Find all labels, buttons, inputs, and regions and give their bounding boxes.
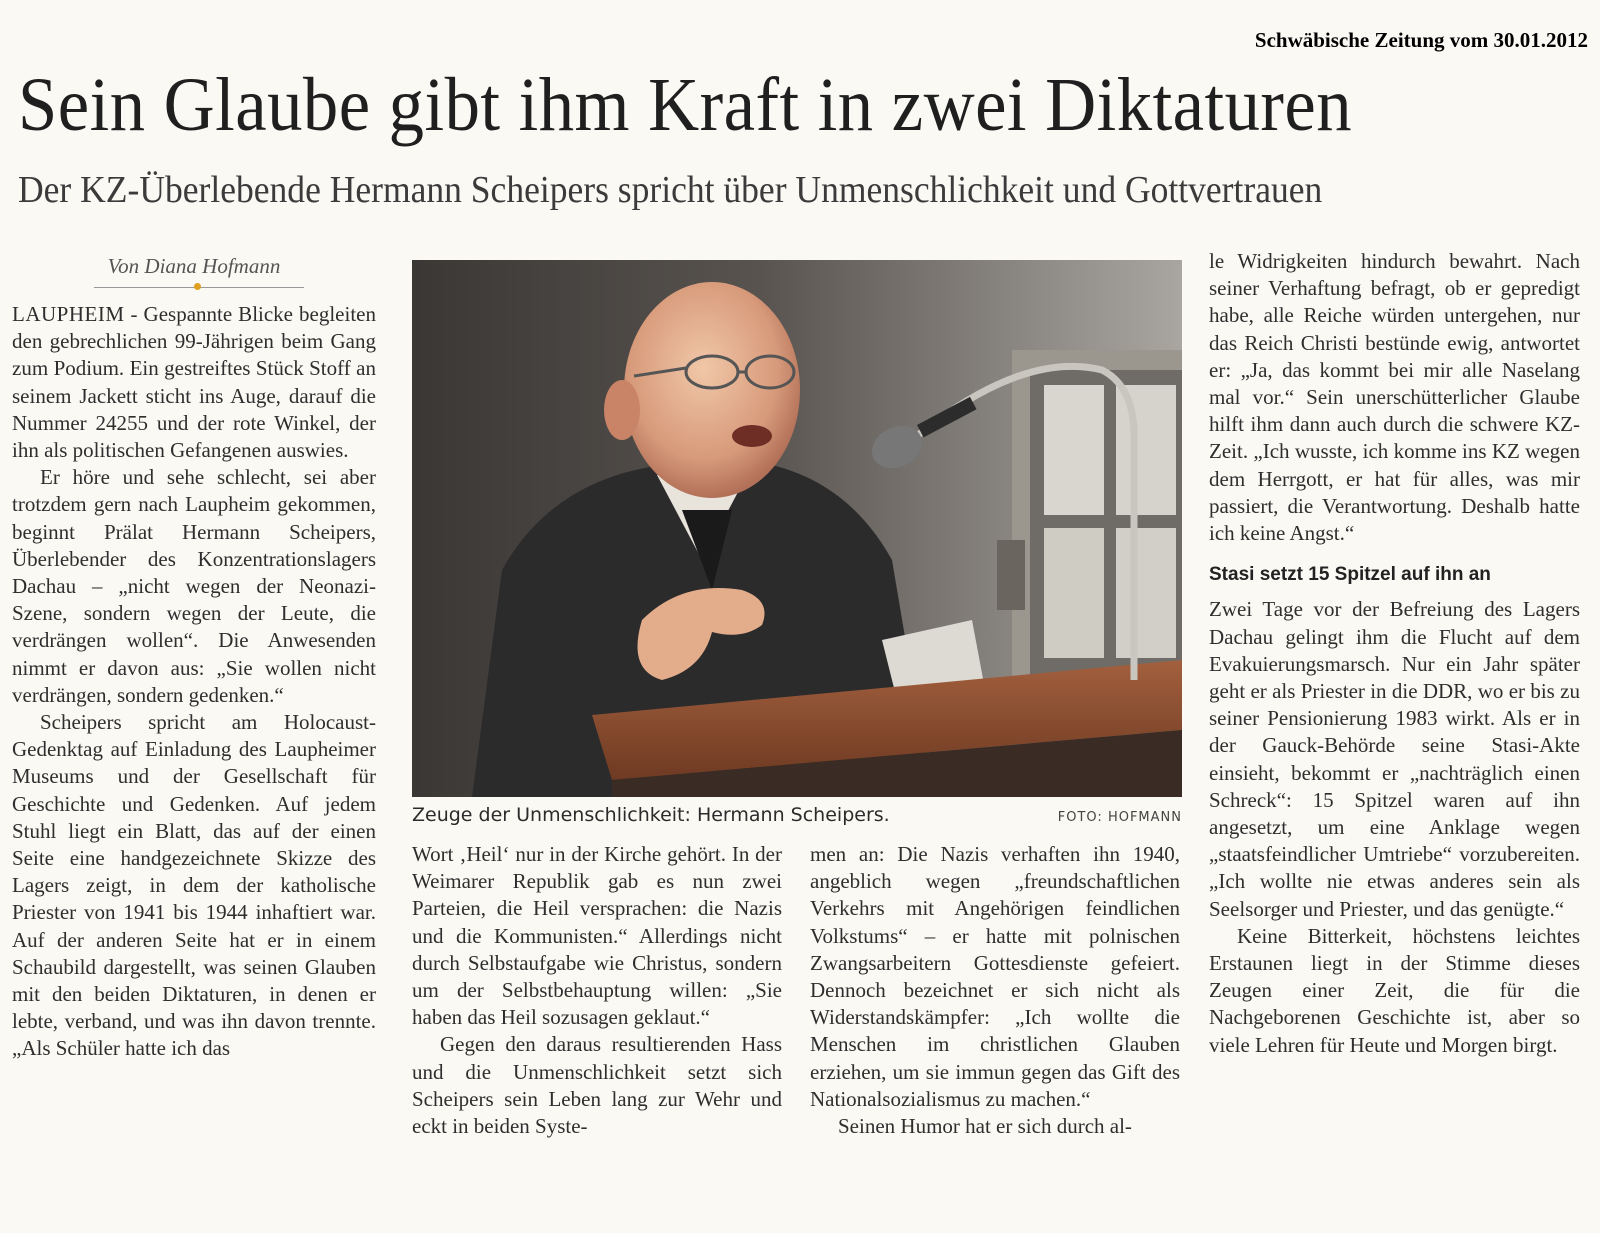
article-column-4 [1209, 248, 1580, 1059]
paragraph-6: men an: Die Nazis verhaften ihn 1940, angeblich wegen „freundschaftlichen Verkehrs mit Angehörigen feindlichen Volkstums“ – er hatte mit polnischen Zwangsarbeitern Gottesdienste gefeiert. Dennoch bezeichnet er sich nicht als Widerstandskämpfer: „Ich wollte die Menschen im christlichen Glauben erziehen, um sie immun gegen das Gift des Nationalsozialismus zu machen.“ [810, 842, 1180, 1111]
paragraph-7: Seinen Humor hat er sich durch al- [838, 1114, 1132, 1139]
byline-dot [194, 283, 201, 290]
article-column-1 [12, 301, 376, 1063]
article-column-2 [412, 841, 782, 1140]
paragraph-9: Zwei Tage vor der Befreiung des Lagers Dachau gelingt ihm die Flucht auf dem Evakuierungsmarsch. Nur ein Jahr später geht er als Priester in die DDR, wo er bis zu seiner Pensionierung 1983 wirkt. Als er in der Gauck-Behörde seine Stasi-Akte einsieht, bekommt er „nachträglich einen Schreck“: 15 Spitzel waren auf ihn angesetzt, um eine Anklage wegen „staatsfeindlicher Umtriebe“ vorzubereiten. „Ich wollte nie etwas anderes sein als Seelsorger und Priester, und das genügte.“ [1209, 597, 1580, 921]
paragraph-1-text: - Gespannte Blicke begleiten den gebrechlichen 99-Jährigen beim Gang zum Podium. Ein gestreiftes Stück Stoff an seinem Jackett sticht ins Auge, darauf die Nummer 24255 und der rote Winkel, der ihn als politischen Gefangenen auswies. [12, 302, 376, 463]
source-line: Schwäbische Zeitung vom 30.01.2012 [1254, 28, 1588, 52]
photo-credit: FOTO: HOFMANN [1057, 810, 1182, 825]
paragraph-3: Scheipers spricht am Holocaust-Gedenktag auf Einladung des Laupheimer Museums und der Gesellschaft für Geschichte und Gedenken. Auf jedem Stuhl liegt ein Blatt, das auf der einen Seite eine handgezeichnete Skizze des Lagers zeigt, in dem der katholische Priester von 1941 bis 1944 inhaftiert war. Auf der anderen Seite hat er in einem Schaubild dargestellt, was seinen Glauben mit den beiden Diktaturen, in denen er lebte, verband, und was ihn davon trennte. „Als Schüler hatte ich das [12, 710, 376, 1061]
headline: Sein Glaube gibt ihm Kraft in zwei Diktaturen [18, 63, 1353, 147]
photo-speaker-illustration [412, 260, 1182, 797]
paragraph-1 [12, 301, 376, 464]
paragraph-2: Er höre und sehe schlecht, sei aber trotzdem gern nach Laupheim gekommen, beginnt Prälat Hermann Scheipers, Überlebender des Konzentrationslagers Dachau – „nicht wegen der Neonazi-Szene, sondern wegen der Leute, die verdrängen wollen“. Die Anwesenden nimmt er davon aus: „Sie wollen nicht verdrängen, sondern gedenken.“ [12, 465, 376, 707]
section-subheading: Stasi setzt 15 Spitzel auf ihn an [1209, 564, 1491, 586]
paragraph-5: Gegen den daraus resultierenden Hass und die Unmenschlichkeit setzt sich Scheipers sein Leben lang zur Wehr und eckt in beiden Syste- [412, 1032, 782, 1139]
paragraph-4: Wort ‚Heil‘ nur in der Kirche gehört. In der Weimarer Republik gab es nun zwei Parteien, die Heil versprachen: die Nazis und die Kommunisten.“ Allerdings nicht durch Selbstaufgabe wie Christus, sondern um der Selbstbehauptung willen: „Sie haben das Heil sozusagen geklaut.“ [412, 842, 782, 1030]
article-photo [412, 260, 1182, 797]
paragraph-8: le Widrigkeiten hindurch bewahrt. Nach seiner Verhaftung befragt, ob er gepredigt habe, alle Reiche würden untergehen, nur das Reich Christi bestünde ewig, antwortet er: „Ja, das kommt bei mir alle Naselang mal vor.“ Sein unerschütterlicher Glaube hilft ihm dann auch durch die schwere KZ-Zeit. „Ich wusste, ich komme ins KZ wegen dem Herrgott, er hat für alles, was mir passiert, die Verantwortung. Deshalb hatte ich keine Angst.“ [1209, 249, 1580, 546]
paragraph-10: Keine Bitterkeit, höchstens leichtes Erstaunen liegt in der Stimme dieses Zeugen einer Zeit, die für die Nachgeborenen Geschichte ist, aber so viele Lehren für Heute und Morgen birgt. [1209, 923, 1580, 1057]
photo-caption: Zeuge der Unmenschlichkeit: Hermann Scheipers. [412, 804, 890, 826]
byline: Von Diana Hofmann [107, 254, 281, 278]
dateline: LAUPHEIM [12, 302, 125, 326]
subheadline: Der KZ-Überlebende Hermann Scheipers spricht über Unmenschlichkeit und Gottvertrauen [18, 169, 1323, 211]
article-column-3 [810, 841, 1180, 1140]
